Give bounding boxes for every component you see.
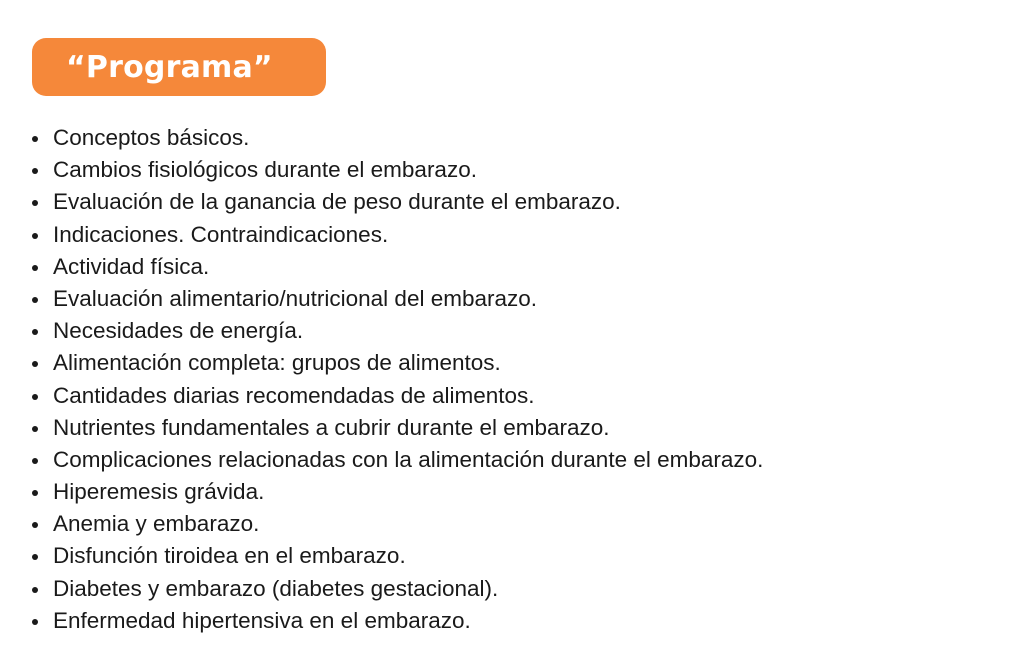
list-item-text: Diabetes y embarazo (diabetes gestacional). xyxy=(53,575,499,601)
list-item xyxy=(32,186,763,218)
bullet-icon xyxy=(32,490,38,496)
list-item xyxy=(32,508,763,540)
program-list xyxy=(32,122,763,637)
bullet-icon xyxy=(32,619,38,625)
list-item-text: Enfermedad hipertensiva en el embarazo. xyxy=(53,607,471,633)
list-item-text: Disfunción tiroidea en el embarazo. xyxy=(53,543,406,569)
list-item-text: Evaluación de la ganancia de peso durante el embarazo. xyxy=(53,189,621,215)
list-item xyxy=(32,605,763,637)
list-item-text: Hiperemesis grávida. xyxy=(53,479,265,505)
list-item-text: Conceptos básicos. xyxy=(53,125,250,150)
bullet-icon xyxy=(32,136,38,142)
page-title xyxy=(32,38,326,96)
list-item xyxy=(32,444,763,476)
list-item-text: Actividad física. xyxy=(53,253,210,279)
list-item xyxy=(32,540,763,572)
list-item xyxy=(32,347,763,379)
list-item-text: Cantidades diarias recomendadas de alimentos. xyxy=(53,382,535,408)
bullet-icon xyxy=(32,394,38,400)
bullet-icon xyxy=(32,522,38,528)
bullet-icon xyxy=(32,554,38,560)
list-item xyxy=(32,573,763,605)
list-item xyxy=(32,219,763,251)
list-item-text: Nutrientes fundamentales a cubrir durante el embarazo. xyxy=(53,414,610,440)
list-item-text: Alimentación completa: grupos de alimentos. xyxy=(53,350,501,376)
list-item-text: Complicaciones relacionadas con la alimentación durante el embarazo. xyxy=(53,446,764,472)
list-item xyxy=(32,154,763,186)
list-item xyxy=(32,251,763,283)
page-title-text: “Programa” xyxy=(66,49,273,85)
bullet-icon xyxy=(32,297,38,303)
bullet-icon xyxy=(32,458,38,464)
list-item-text: Evaluación alimentario/nutricional del embarazo. xyxy=(53,285,538,311)
list-item xyxy=(32,315,763,347)
bullet-icon xyxy=(32,587,38,593)
bullet-icon xyxy=(32,265,38,271)
list-item xyxy=(32,476,763,508)
bullet-icon xyxy=(32,200,38,206)
list-item-text: Indicaciones. Contraindicaciones. xyxy=(53,221,389,247)
list-item-text: Cambios fisiológicos durante el embarazo. xyxy=(53,157,477,183)
list-item xyxy=(32,412,763,444)
list-item xyxy=(32,283,763,315)
bullet-icon xyxy=(32,168,38,174)
bullet-icon xyxy=(32,329,38,335)
bullet-icon xyxy=(32,233,38,239)
list-item-text: Necesidades de energía. xyxy=(53,318,304,344)
bullet-icon xyxy=(32,426,38,432)
list-item xyxy=(32,122,763,154)
bullet-icon xyxy=(32,361,38,367)
list-item-text: Anemia y embarazo. xyxy=(53,511,260,537)
list-item xyxy=(32,380,763,412)
